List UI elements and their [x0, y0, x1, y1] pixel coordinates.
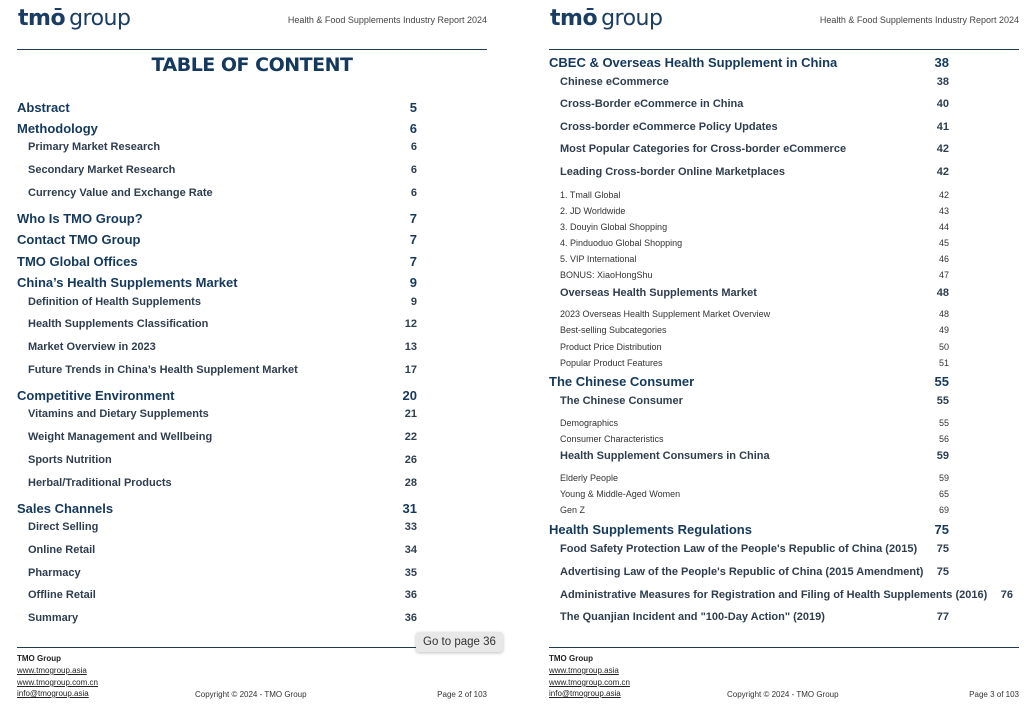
link-tooltip: Go to page 36: [416, 632, 503, 652]
toc-entry[interactable]: [17, 254, 487, 272]
toc-entry[interactable]: [549, 143, 1019, 161]
toc-entry[interactable]: [549, 287, 1019, 305]
toc-entry-page-number: 38: [936, 76, 949, 88]
toc-entry-title: Abstract: [17, 100, 70, 115]
toc-entry-title: TMO Global Offices: [17, 254, 138, 269]
toc-entry-title: Health Supplement Consumers in China: [560, 450, 770, 462]
document-page-2: [17, 0, 487, 716]
toc-entry-title: Currency Value and Exchange Rate: [28, 187, 213, 199]
toc-entry-page-number: 59: [938, 473, 949, 483]
toc-entry-title: Young & Middle-Aged Women: [560, 489, 681, 499]
toc-entry-page-number: 75: [934, 522, 949, 537]
toc-entry-title: Contact TMO Group: [17, 232, 141, 247]
toc-entry[interactable]: [549, 270, 1019, 288]
toc-entry-page-number: 55: [934, 374, 949, 389]
toc-entry-page-number: 45: [938, 238, 949, 248]
toc-entry-page-number: 6: [409, 121, 417, 136]
toc-entry-page-number: 7: [409, 254, 417, 269]
toc-entry[interactable]: [549, 98, 1019, 116]
toc-entry[interactable]: [17, 341, 487, 359]
toc-entry[interactable]: [17, 589, 487, 607]
toc-entry-page-number: 17: [404, 364, 417, 376]
toc-entry-title: Online Retail: [28, 544, 96, 556]
toc-entry-page-number: 6: [410, 187, 417, 199]
toc-entry[interactable]: [17, 275, 487, 293]
toc-entry[interactable]: [17, 544, 487, 562]
toc-entry-page-number: 9: [409, 275, 417, 290]
toc-heading: TABLE OF CONTENT: [151, 54, 353, 76]
toc-entry-title: 2. JD Worldwide: [560, 206, 626, 216]
toc-entry[interactable]: [17, 318, 487, 336]
toc-entry-page-number: 5: [409, 100, 417, 115]
toc-entry-title: The Chinese Consumer: [560, 395, 683, 407]
toc-entry-title: Advertising Law of the People's Republic of China (2015 Amendment): [560, 566, 924, 578]
toc-entry-title: Cross-Border eCommerce in China: [560, 98, 744, 110]
toc-entry-title: Herbal/Traditional Products: [28, 477, 172, 489]
toc-entry[interactable]: [17, 454, 487, 472]
toc-entry[interactable]: [17, 477, 487, 495]
toc-entry[interactable]: [17, 408, 487, 426]
footer-website-cn-link[interactable]: www.tmogroup.com.cn: [549, 678, 630, 687]
toc-entry-title: Best-selling Subcategories: [560, 325, 667, 335]
footer-email-link[interactable]: info@tmogroup.asia: [549, 689, 621, 698]
toc-entry-title: Demographics: [560, 418, 619, 428]
toc-entry-page-number: 40: [936, 98, 949, 110]
toc-entry-page-number: 31: [402, 501, 417, 516]
toc-entry-page-number: 47: [938, 270, 949, 280]
toc-entry-page-number: 28: [404, 477, 417, 489]
toc-entry[interactable]: [17, 296, 487, 314]
toc-entry[interactable]: [17, 141, 487, 159]
toc-entry-page-number: 9: [410, 296, 417, 308]
toc-entry[interactable]: [17, 431, 487, 449]
toc-entry-page-number: 38: [934, 55, 949, 70]
toc-entry-title: Product Price Distribution: [560, 342, 662, 352]
toc-entry-page-number: 36: [404, 589, 417, 601]
toc-entry-page-number: 59: [936, 450, 949, 462]
toc-entry-title: Most Popular Categories for Cross-border eCommerce: [560, 143, 847, 155]
toc-entry-title: China’s Health Supplements Market: [17, 275, 238, 290]
toc-entry-title: Chinese eCommerce: [560, 76, 669, 88]
toc-entry-title: Popular Product Features: [560, 358, 663, 368]
toc-entry-page-number: 77: [936, 611, 949, 623]
toc-entry-title: Elderly People: [560, 473, 619, 483]
toc-entry-page-number: 75: [936, 543, 949, 555]
toc-entry-page-number: 43: [938, 206, 949, 216]
toc-entry-page-number: 69: [938, 505, 949, 515]
toc-entry-title: Direct Selling: [28, 521, 99, 533]
toc-entry-page-number: 7: [409, 232, 417, 247]
toc-entry-title: Gen Z: [560, 505, 586, 515]
toc-entry[interactable]: [549, 395, 1019, 413]
toc-entry-title: Methodology: [17, 121, 98, 136]
toc-entry[interactable]: [549, 543, 1019, 561]
toc-entry-title: Summary: [28, 612, 79, 624]
toc-entry-title: Market Overview in 2023: [28, 341, 156, 353]
footer-email-link[interactable]: info@tmogroup.asia: [17, 689, 89, 698]
footer-company: TMO Group: [549, 654, 593, 663]
toc-entry-page-number: 21: [404, 408, 417, 420]
toc-entry-page-number: 34: [404, 544, 417, 556]
toc-entry[interactable]: [17, 501, 487, 519]
toc-entry-title: Food Safety Protection Law of the People's Republic of China (2015): [560, 543, 918, 555]
toc-entry-title: CBEC & Overseas Health Supplement in China: [549, 55, 838, 70]
toc-entry-title: Secondary Market Research: [28, 164, 176, 176]
footer-copyright: Copyright © 2024 - TMO Group: [727, 690, 839, 699]
toc-entry[interactable]: [17, 232, 487, 250]
toc-entry[interactable]: [549, 505, 1019, 523]
toc-entry-page-number: 50: [938, 342, 949, 352]
document-page-3: [549, 0, 1019, 716]
toc-entry-title: Consumer Characteristics: [560, 434, 664, 444]
footer-website-cn-link[interactable]: www.tmogroup.com.cn: [17, 678, 98, 687]
toc-entry-page-number: 33: [404, 521, 417, 533]
toc-entry-page-number: 36: [404, 612, 417, 624]
toc-entry-title: The Quanjian Incident and "100-Day Action" (2019): [560, 611, 825, 623]
toc-entry-title: Competitive Environment: [17, 388, 175, 403]
toc-entry[interactable]: [549, 589, 1019, 607]
toc-entry-page-number: 7: [409, 211, 417, 226]
toc-entry[interactable]: [17, 521, 487, 539]
header-divider: [549, 49, 1019, 50]
toc-entry[interactable]: [549, 325, 1019, 343]
tmo-group-logo: tmō group: [550, 6, 663, 31]
toc-entry-page-number: 44: [938, 222, 949, 232]
toc-entry-title: 5. VIP International: [560, 254, 637, 264]
toc-entry-title: Leading Cross-border Online Marketplaces: [560, 166, 785, 178]
toc-entry-title: Definition of Health Supplements: [28, 296, 201, 308]
footer-company: TMO Group: [17, 654, 61, 663]
toc-entry[interactable]: [549, 121, 1019, 139]
toc-entry-page-number: 12: [404, 318, 417, 330]
toc-entry[interactable]: [549, 450, 1019, 468]
toc-entry-title: The Chinese Consumer: [549, 374, 695, 389]
toc-entry-title: Cross-border eCommerce Policy Updates: [560, 121, 778, 133]
toc-entry[interactable]: [17, 388, 487, 406]
toc-entry-page-number: 42: [936, 166, 949, 178]
toc-entry[interactable]: [549, 166, 1019, 184]
toc-entry-title: Pharmacy: [28, 567, 81, 579]
toc-entry-title: Weight Management and Wellbeing: [28, 431, 213, 443]
toc-entry[interactable]: [17, 187, 487, 205]
toc-entry[interactable]: [549, 374, 1019, 392]
toc-entry[interactable]: [549, 611, 1019, 629]
toc-entry-page-number: 51: [938, 358, 949, 368]
toc-entry-page-number: 56: [938, 434, 949, 444]
toc-entry-title: 2023 Overseas Health Supplement Market Overview: [560, 309, 771, 319]
toc-entry[interactable]: [17, 567, 487, 585]
toc-entry-page-number: 49: [938, 325, 949, 335]
toc-entry-page-number: 65: [938, 489, 949, 499]
toc-entry[interactable]: [17, 121, 487, 139]
toc-entry-page-number: 48: [936, 287, 949, 299]
toc-entry-page-number: 48: [938, 309, 949, 319]
toc-entry-page-number: 6: [410, 164, 417, 176]
toc-entry-title: Sales Channels: [17, 501, 114, 516]
toc-entry-title: Vitamins and Dietary Supplements: [28, 408, 209, 420]
footer-divider: [549, 647, 1019, 648]
toc-entry-page-number: 75: [936, 566, 949, 578]
toc-entry-page-number: 42: [938, 190, 949, 200]
page-number: Page 2 of 103: [437, 690, 487, 699]
toc-entry[interactable]: [17, 364, 487, 382]
toc-entry-title: Sports Nutrition: [28, 454, 112, 466]
toc-entry[interactable]: [17, 164, 487, 182]
toc-entry[interactable]: [549, 76, 1019, 94]
toc-entry-page-number: 35: [404, 567, 417, 579]
toc-entry[interactable]: [549, 566, 1019, 584]
toc-entry-title: Primary Market Research: [28, 141, 161, 153]
page-number: Page 3 of 103: [969, 690, 1019, 699]
header-divider: [17, 49, 487, 50]
toc-entry[interactable]: [549, 55, 1019, 73]
toc-entry-title: Who Is TMO Group?: [17, 211, 143, 226]
toc-entry-page-number: 76: [1000, 589, 1013, 601]
header-title: Health & Food Supplements Industry Report 2024: [819, 15, 1019, 25]
footer-website-link[interactable]: www.tmogroup.asia: [17, 666, 87, 675]
toc-entry-title: Health Supplements Classification: [28, 318, 209, 330]
footer-website-link[interactable]: www.tmogroup.asia: [549, 666, 619, 675]
tmo-group-logo: tmō group: [18, 6, 131, 31]
toc-entry[interactable]: [17, 211, 487, 229]
toc-entry[interactable]: [17, 100, 487, 118]
toc-entry[interactable]: [549, 522, 1019, 540]
toc-entry-title: Future Trends in China’s Health Supplement Market: [28, 364, 298, 376]
toc-entry-title: 4. Pinduoduo Global Shopping: [560, 238, 683, 248]
toc-entry-page-number: 55: [938, 418, 949, 428]
toc-entry-title: Overseas Health Supplements Market: [560, 287, 757, 299]
toc-entry-page-number: 22: [404, 431, 417, 443]
toc-entry-page-number: 13: [404, 341, 417, 353]
toc-entry-page-number: 41: [936, 121, 949, 133]
toc-entry-title: Health Supplements Regulations: [549, 522, 752, 537]
toc-entry-page-number: 26: [404, 454, 417, 466]
toc-entry-page-number: 46: [938, 254, 949, 264]
footer-copyright: Copyright © 2024 - TMO Group: [195, 690, 307, 699]
toc-entry-page-number: 55: [936, 395, 949, 407]
toc-entry-page-number: 6: [410, 141, 417, 153]
toc-entry-title: Offline Retail: [28, 589, 96, 601]
toc-entry[interactable]: [17, 612, 487, 630]
toc-entry-title: Administrative Measures for Registration and Filing of Health Supplements (2016): [560, 589, 988, 601]
toc-entry-page-number: 42: [936, 143, 949, 155]
toc-entry-title: 1. Tmall Global: [560, 190, 621, 200]
header-title: Health & Food Supplements Industry Report 2024: [287, 15, 487, 25]
toc-entry-title: BONUS: XiaoHongShu: [560, 270, 653, 280]
toc-entry-title: 3. Douyin Global Shopping: [560, 222, 668, 232]
toc-entry-page-number: 20: [402, 388, 417, 403]
